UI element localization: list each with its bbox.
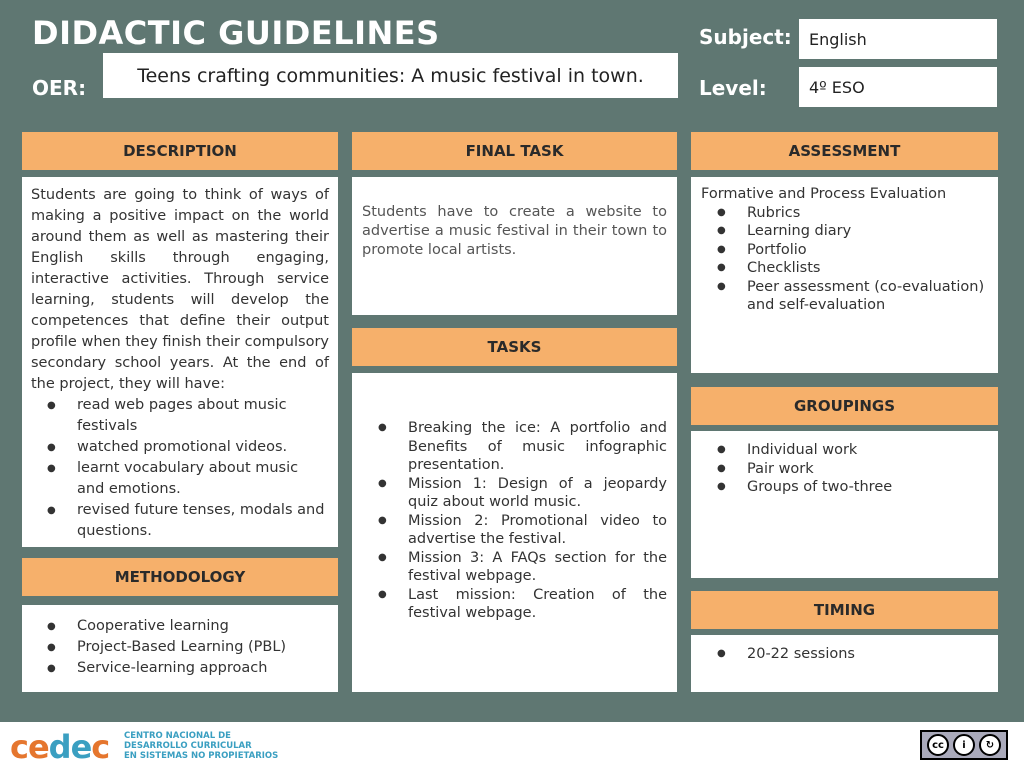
oer-label: OER: bbox=[32, 76, 87, 100]
assessment-list bbox=[701, 204, 988, 315]
cc-icon: cc bbox=[927, 734, 949, 756]
description-list bbox=[31, 395, 329, 542]
final-task-text: Students have to create a website to advertise a music festival in their town to promote local artists. bbox=[362, 204, 667, 258]
level-value: 4º ESO bbox=[799, 67, 997, 107]
assessment-box bbox=[691, 177, 998, 373]
tasks-box bbox=[352, 373, 677, 692]
assessment-intro: Formative and Process Evaluation bbox=[701, 186, 947, 202]
list-item: ● Mission 3: A FAQs section for the festival webpage. bbox=[362, 549, 667, 586]
list-item: ● Last mission: Creation of the festival webpage. bbox=[362, 586, 667, 623]
final-task-box bbox=[352, 177, 677, 315]
list-item: ● Learning diary bbox=[701, 222, 988, 241]
methodology-heading: METHODOLOGY bbox=[22, 558, 338, 596]
sa-icon: ↻ bbox=[979, 734, 1001, 756]
list-item: ● Project-Based Learning (PBL) bbox=[31, 637, 329, 658]
footer bbox=[0, 722, 1024, 768]
tasks-heading: TASKS bbox=[352, 328, 677, 366]
list-item: ● Checklists bbox=[701, 259, 988, 278]
list-item: ● Cooperative learning bbox=[31, 616, 329, 637]
groupings-list bbox=[701, 441, 988, 497]
groupings-box bbox=[691, 431, 998, 578]
list-item: ● Breaking the ice: A portfolio and Benefits of music infographic presentation. bbox=[362, 419, 667, 475]
list-item: ● Pair work bbox=[701, 460, 988, 479]
list-item: ● revised future tenses, modals and questions. bbox=[31, 500, 329, 542]
description-heading: DESCRIPTION bbox=[22, 132, 338, 170]
cc-license-badge bbox=[920, 730, 1008, 760]
cedec-logo: cedec bbox=[10, 728, 110, 766]
list-item: ● 20-22 sessions bbox=[701, 645, 988, 664]
list-item: ● learnt vocabulary about music and emotions. bbox=[31, 458, 329, 500]
list-item: ● Portfolio bbox=[701, 241, 988, 260]
timing-list bbox=[701, 645, 988, 664]
methodology-list bbox=[31, 616, 329, 679]
list-item: ● Individual work bbox=[701, 441, 988, 460]
list-item: ● Mission 2: Promotional video to advertise the festival. bbox=[362, 512, 667, 549]
page-title: DIDACTIC GUIDELINES bbox=[32, 14, 440, 52]
cedec-subtitle: CENTRO NACIONAL DE DESARROLLO CURRICULAR EN SISTEMAS NO PROPIETARIOS bbox=[124, 731, 279, 761]
final-task-heading: FINAL TASK bbox=[352, 132, 677, 170]
timing-heading: TIMING bbox=[691, 591, 998, 629]
oer-value: Teens crafting communities: A music festival in town. bbox=[103, 53, 678, 98]
list-item: ● Service-learning approach bbox=[31, 658, 329, 679]
list-item: ● Peer assessment (co-evaluation) and self-evaluation bbox=[701, 278, 988, 315]
timing-box bbox=[691, 635, 998, 692]
list-item: ● Mission 1: Design of a jeopardy quiz about world music. bbox=[362, 475, 667, 512]
list-item: ● read web pages about music festivals bbox=[31, 395, 329, 437]
description-box bbox=[22, 177, 338, 547]
description-text: Students are going to think of ways of making a positive impact on the world around them as well as mastering their English skills through engaging, interactive activities. Through service learning, students will develop the competences that define their output profile when they finish their compulsory secondary school years. At the end of the project, they will have: bbox=[31, 187, 329, 392]
tasks-list bbox=[362, 419, 667, 623]
subject-label: Subject: bbox=[699, 25, 792, 49]
groupings-heading: GROUPINGS bbox=[691, 387, 998, 425]
subject-value: English bbox=[799, 19, 997, 59]
list-item: ● Groups of two-three bbox=[701, 478, 988, 497]
level-label: Level: bbox=[699, 76, 767, 100]
assessment-heading: ASSESSMENT bbox=[691, 132, 998, 170]
methodology-box bbox=[22, 605, 338, 692]
list-item: ● Rubrics bbox=[701, 204, 988, 223]
by-icon: i bbox=[953, 734, 975, 756]
list-item: ● watched promotional videos. bbox=[31, 437, 329, 458]
